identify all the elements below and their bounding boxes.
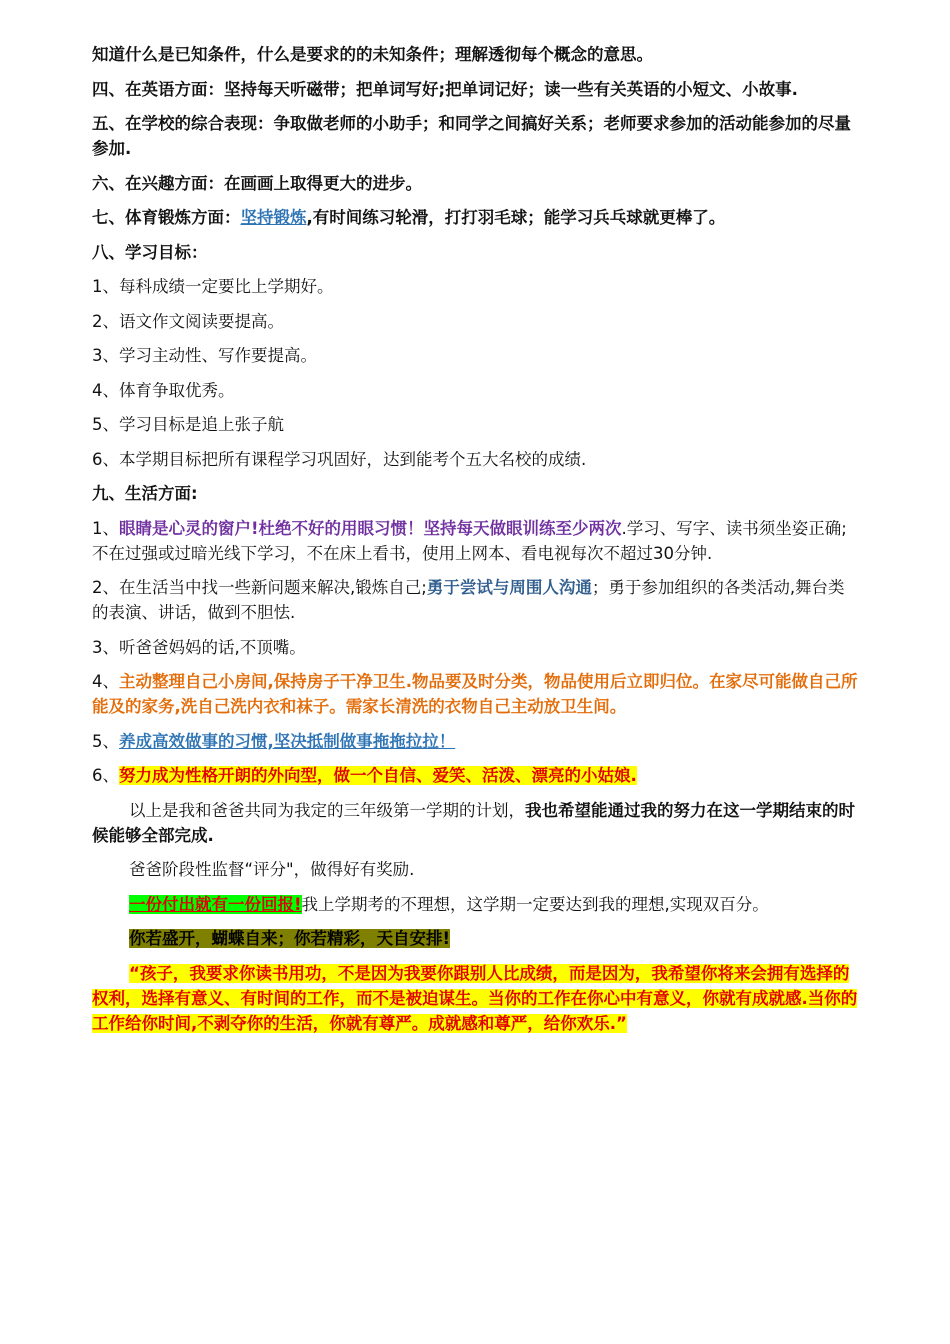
line-interests: 六、在兴趣方面：在画画上取得更大的进步。 bbox=[92, 173, 422, 193]
life-item-1-text: .学习、写字、读书须坐姿正确;不在过强或过暗光线下学习，不在床上看书，使用上网本、看电视每次不超过30分钟. bbox=[92, 518, 847, 563]
life-item-6-number: 6、 bbox=[92, 766, 119, 785]
summary-bold: 我也希望能通过我的努力在这一学期结束的时候能够全部完成. bbox=[92, 800, 855, 845]
effort-text: 我上学期考的不理想，这学期一定要达到我的理想,实现双百分。 bbox=[301, 894, 769, 914]
life-item-3: 3、听爸爸妈妈的话,不顶嘴。 bbox=[92, 637, 306, 657]
heading-study-goals: 八、学习目标： bbox=[92, 242, 208, 262]
life-item-5-number: 5、 bbox=[92, 731, 119, 751]
life-item-6 bbox=[92, 763, 860, 788]
life-item-2-text-b: ；勇于参加组织的各类活动,舞台类的表演、讲话，做到不胆怯. bbox=[92, 578, 845, 622]
summary-text: 以上是我和爸爸共同为我定的三年级第一学期的计划， bbox=[129, 800, 525, 820]
life-item-6-highlight: 努力成为性格开朗的外向型，做一个自信、爱笑、活泼、漂亮的小姑娘. bbox=[119, 766, 637, 785]
goal-item-6: 6、本学期目标把所有课程学习巩固好，达到能考个五大名校的成绩. bbox=[92, 449, 587, 469]
line-math-conditions: 知道什么是已知条件，什么是要求的的未知条件；理解透彻每个概念的意思。 bbox=[92, 45, 653, 64]
goal-item-5: 5、学习目标是追上张子航 bbox=[92, 415, 284, 434]
sports-label: 七、体育锻炼方面： bbox=[92, 208, 241, 227]
life-item-1-number: 1、 bbox=[92, 518, 119, 538]
motto-highlight: 你若盛开，蝴蝶自来；你若精彩，天自安排! bbox=[129, 929, 451, 948]
quote-paragraph bbox=[92, 961, 860, 1036]
line-sports bbox=[92, 205, 860, 230]
goal-item-2: 2、语文作文阅读要提高。 bbox=[92, 311, 284, 331]
line-school-performance: 五、在学校的综合表现：争取做老师的小助手；和同学之间搞好关系；老师要求参加的活动能参加的尽量参加. bbox=[92, 114, 851, 158]
sports-text: ,有时间练习轮滑，打打羽毛球；能学习兵乓球就更棒了。 bbox=[306, 208, 726, 227]
life-item-2 bbox=[92, 575, 860, 625]
supervision-line: 爸爸阶段性监督“评分"，做得好有奖励. bbox=[129, 860, 415, 879]
life-item-2-text-a: 2、在生活当中找一些新问题来解决,锻炼自己; bbox=[92, 578, 427, 597]
life-item-1-emphasis: 眼睛是心灵的窗户!杜绝不好的用眼习惯！坚持每天做眼训练至少两次 bbox=[119, 518, 622, 538]
goal-item-4: 4、体育争取优秀。 bbox=[92, 380, 235, 400]
effort-highlight: 一份付出就有一份回报! bbox=[129, 894, 302, 914]
motto-line bbox=[92, 926, 860, 951]
goal-item-1: 1、每科成绩一定要比上学期好。 bbox=[92, 277, 334, 296]
document-page bbox=[92, 42, 860, 1045]
life-item-5-link[interactable]: 养成高效做事的习惯,坚决抵制做事拖拖拉拉！ bbox=[119, 731, 456, 751]
goal-item-3: 3、学习主动性、写作要提高。 bbox=[92, 346, 317, 365]
life-item-4-emphasis: 主动整理自己小房间,保持房子干净卫生.物品要及时分类，物品使用后立即归位。在家尽可能做自己所能及的家务,洗自己洗内衣和袜子。需家长清洗的衣物自己主动放卫生间。 bbox=[92, 672, 858, 716]
sports-link[interactable]: 坚持锻炼 bbox=[240, 208, 307, 227]
summary-paragraph bbox=[92, 798, 860, 848]
heading-life: 九、生活方面: bbox=[92, 484, 198, 503]
life-item-5 bbox=[92, 729, 860, 754]
life-item-1 bbox=[92, 516, 860, 566]
quote-highlight: “孩子，我要求你读书用功，不是因为我要你跟别人比成绩，而是因为，我希望你将来会拥有选择的权利，选择有意义、有时间的工作，而不是被迫谋生。当你的工作在你心中有意义，你就有成就感.当你的工作给你时间,不剥夺你的生活，你就有尊严。成就感和尊严，给你欢乐.” bbox=[92, 963, 858, 1033]
life-item-4-number: 4、 bbox=[92, 672, 119, 691]
life-item-2-emphasis: 勇于尝试与周围人沟通 bbox=[426, 578, 592, 597]
line-english: 四、在英语方面：坚持每天听磁带；把单词写好;把单词记好；读一些有关英语的小短文、小故事. bbox=[92, 79, 798, 99]
effort-line bbox=[92, 892, 860, 917]
life-item-4 bbox=[92, 669, 860, 719]
